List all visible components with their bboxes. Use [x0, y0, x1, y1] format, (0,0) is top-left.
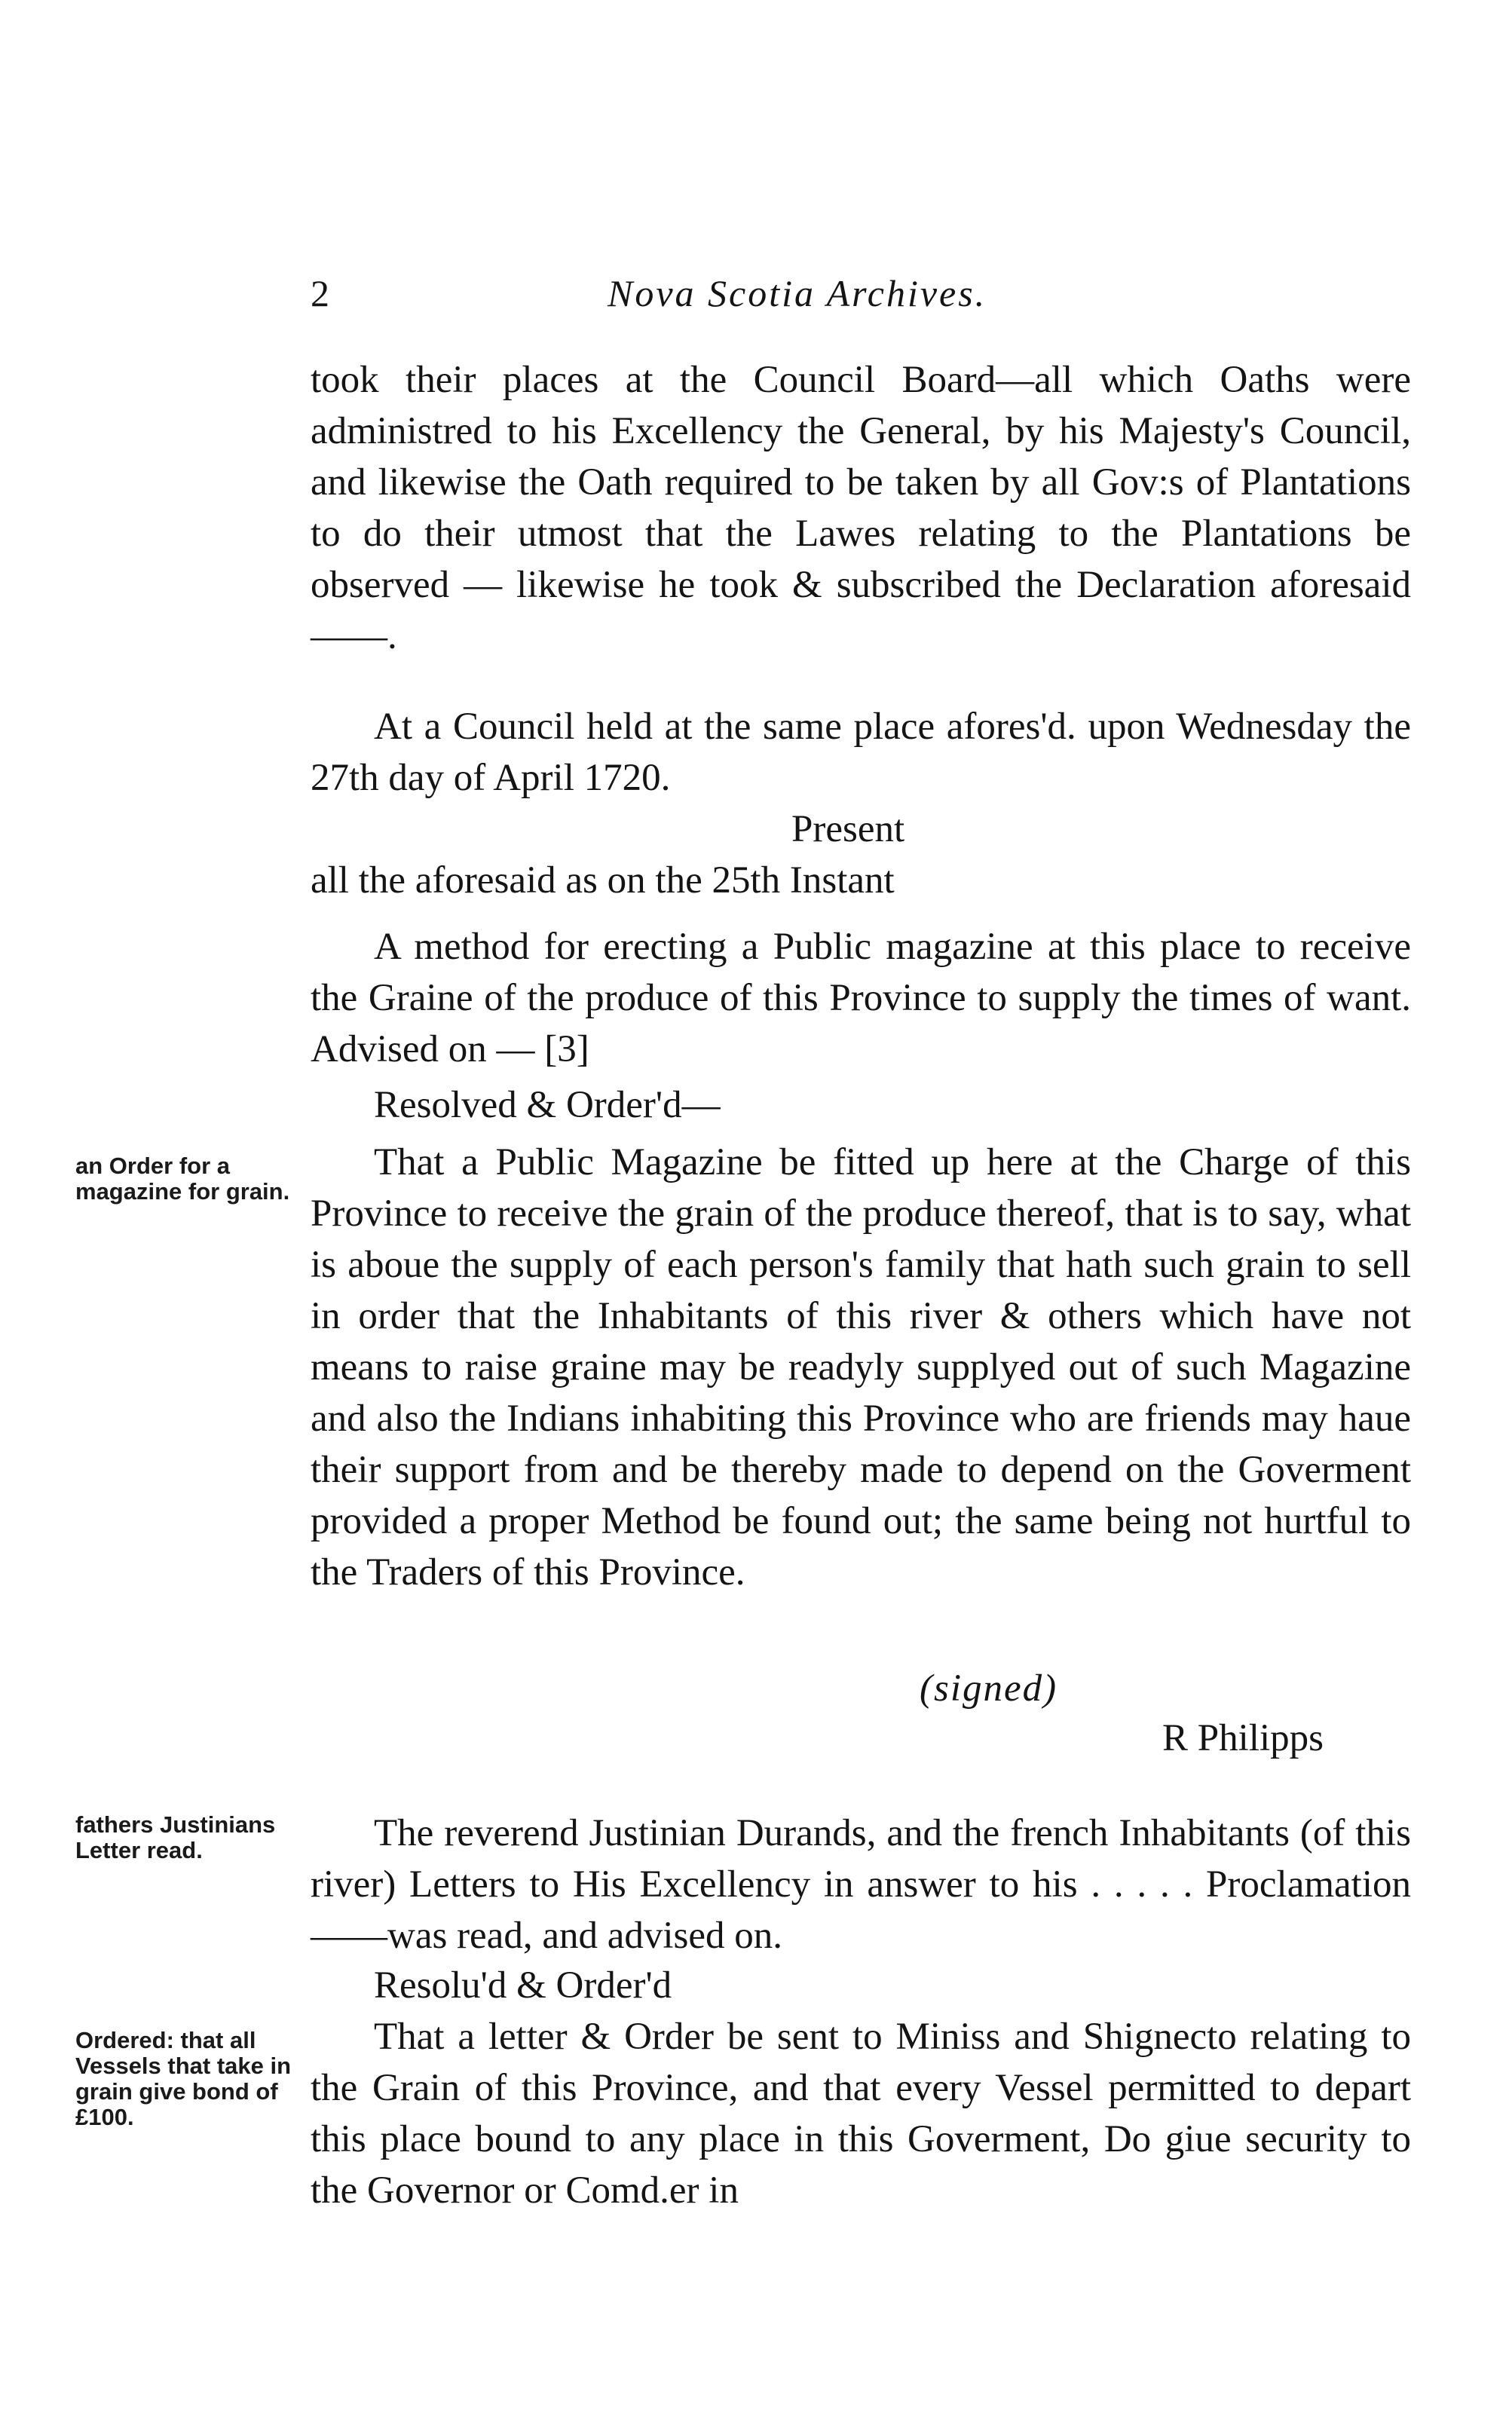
resolved-heading-2: Resolu'd & Order'd — [374, 1964, 672, 2007]
paragraph-magazine-method: A method for erecting a Public magazine at this place to receive the Graine of the produce of this Province to supply the times of want. Advised on — [3] — [311, 926, 1411, 1070]
page-number: 2 — [311, 272, 329, 314]
paragraph-magazine-order: That a Public Magazine be fitted up here at the Charge of this Province to receive the grain of the produce thereof, that is to say, what is aboue the supply of each person's family that hath such grain to sell in order that the Inhabitants of this river & others which have not means to raise graine may be readyly supplyed out of such Magazine and also the Indians inhabiting this Province who are friends may haue their support from and be thereby made to depend on the Goverment provided a proper Method be found out; the same being not hurtful to the Traders of this Province. — [311, 1141, 1411, 1594]
signed-label: (signed) — [920, 1667, 1058, 1710]
paragraph-justinians-letter: The reverend Justinian Durands, and the french Inhabitants (of this river) Letters to His Excellency in answer to his . . . . . Proclamation——was read, and advised on. — [311, 1812, 1411, 1957]
signatory-name: R Philipps — [1162, 1717, 1324, 1759]
running-title: Nova Scotia Archives. — [608, 272, 987, 314]
margin-note-vessels: Ordered: that all Vessels that take in grain give bond of £100. — [75, 2027, 292, 2130]
present-heading: Present — [791, 808, 905, 850]
margin-note-letter: fathers Justinians Letter read. — [75, 1811, 276, 1863]
margin-note-magazine: an Order for a magazine for grain. — [75, 1153, 290, 1205]
paragraph-attendees: all the aforesaid as on the 25th Instant — [311, 859, 895, 902]
paragraph-council-meeting: At a Council held at the same place afores'd. upon Wednesday the 27th day of April 1720. — [311, 706, 1411, 799]
paragraph-vessel-order: That a letter & Order be sent to Miniss and Shignecto relating to the Grain of this Province, and that every Vessel permitted to depart this place bound to any place in this Goverment, Do giue security to the Governor or Comd.er in — [311, 2016, 1411, 2212]
paragraph-oaths: took their places at the Council Board—all which Oaths were administred to his Excellency the General, by his Majesty's Council, and likewise the Oath required to be taken by all Gov:s of Plantations to do their utmost that the Lawes relating to the Plantations be observed — likewise he took & subscribed the Declaration aforesaid——. — [311, 359, 1411, 657]
resolved-heading: Resolved & Order'd— — [374, 1084, 721, 1126]
